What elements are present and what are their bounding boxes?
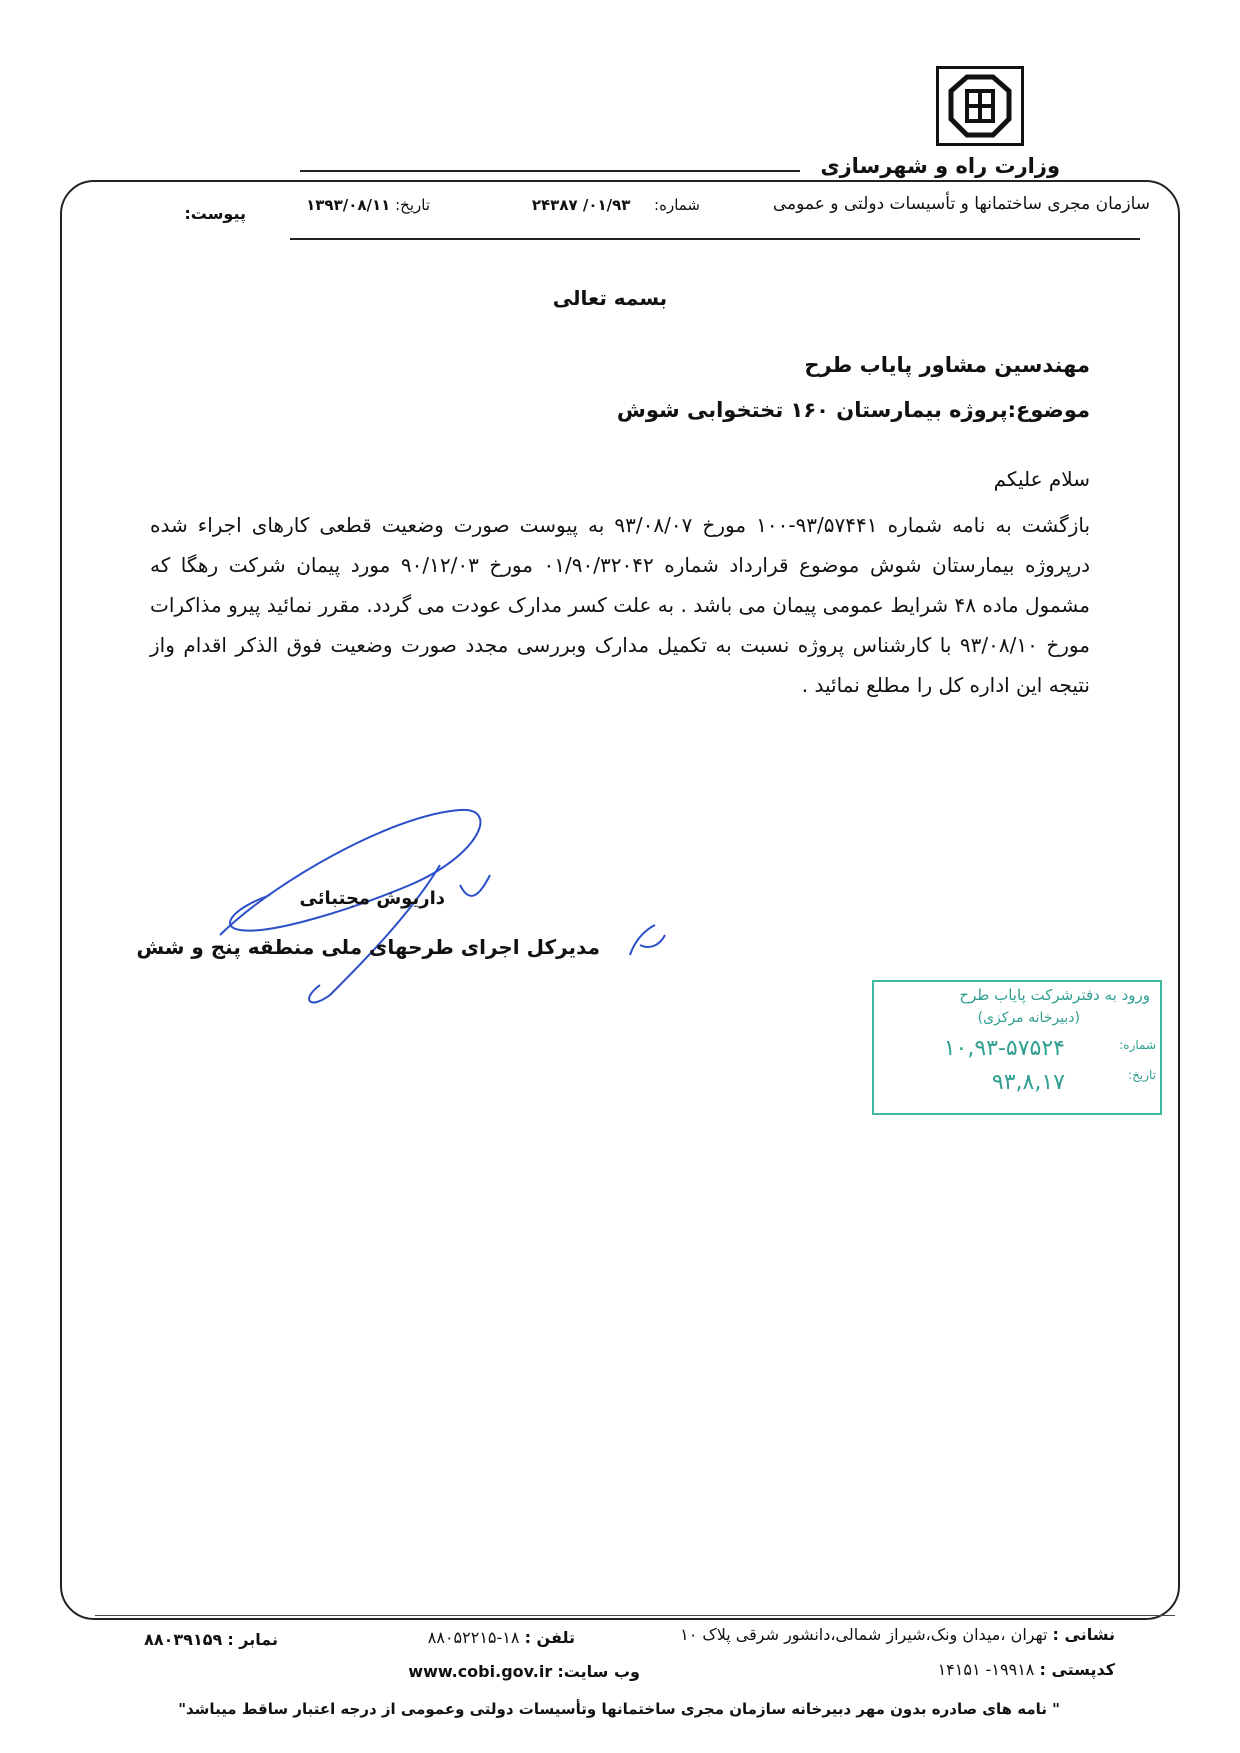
fax-label: نمابر : [227, 1630, 278, 1649]
footer-phone [428, 1628, 575, 1647]
initial-mark-icon [620, 915, 670, 965]
phone-value: ۱۸-۸۸۰۵۲۲۱۵ [427, 1628, 520, 1647]
header-divider [290, 238, 1140, 240]
received-stamp [872, 980, 1162, 1115]
number-label: شماره: [654, 196, 700, 214]
stamp-number-value: ۱۰,۹۳-۵۷۵۲۴ [943, 1036, 1065, 1061]
footer-website [408, 1662, 640, 1681]
postal-label: کدپستی : [1039, 1660, 1115, 1679]
number-value: ۰۱/۹۳/ ۲۴۳۸۷ [531, 196, 631, 214]
recipient: مهندسین مشاور پایاب طرح [804, 353, 1090, 377]
website-value: www.cobi.gov.ir [408, 1662, 553, 1681]
footer-fax [144, 1630, 278, 1649]
invocation: بسمه تعالی [552, 286, 668, 310]
attachment-label: پیوست: [184, 204, 246, 223]
stamp-date-value: ۹۳,۸,۱۷ [991, 1070, 1065, 1095]
stamp-number-label: شماره: [1119, 1038, 1156, 1052]
ministry-divider [300, 170, 800, 172]
organization-name: سازمان مجری ساختمانها و تأسیسات دولتی و عمومی [772, 194, 1150, 214]
footer-divider [95, 1615, 1175, 1616]
subject: موضوع:پروژه بیمارستان ۱۶۰ تختخوابی شوش [616, 398, 1090, 422]
date-label: تاریخ: [395, 196, 430, 214]
footer-disclaimer: " نامه های صادره بدون مهر دبیرخانه سازمان مجری ساختمانها وتأسیسات دولتی وعمومی از درجه اعتبار ساقط میباشد" [178, 1700, 1060, 1718]
footer-address [680, 1625, 1115, 1644]
website-label: وب سایت: [557, 1662, 640, 1681]
letter-date [306, 196, 430, 214]
ministry-logo [936, 66, 1024, 146]
letter-number [532, 196, 700, 214]
postal-value: ۱۹۹۱۸- ۱۴۱۵۱ [937, 1660, 1035, 1679]
phone-label: تلفن : [524, 1628, 575, 1647]
ministry-name: وزارت راه و شهرسازی [820, 154, 1060, 178]
greeting: سلام علیکم [993, 467, 1090, 491]
signatory-name: داریوش مجتبائی [299, 888, 445, 909]
address-label: نشانی : [1052, 1625, 1115, 1644]
address-value: تهران ،میدان ونک،شیراز شمالی،دانشور شرقی پلاک ۱۰ [680, 1625, 1048, 1644]
footer-postal [938, 1660, 1115, 1679]
logo-emblem-icon [939, 69, 1021, 143]
stamp-date-label: تاریخ: [1128, 1068, 1156, 1082]
fax-value: ۸۸۰۳۹۱۵۹ [144, 1630, 223, 1649]
date-value: ۱۳۹۳/۰۸/۱۱ [306, 196, 391, 214]
letter-body: بازگشت به نامه شماره ۹۳/۵۷۴۴۱-۱۰۰ مورخ ۹۳/۰۸/۰۷ به پیوست صورت وضعیت قطعی کارهای اجراء شده درپروژه بیمارستان شوش موضوع قرارداد شماره ۰۱/۹۰/۳۲۰۴۲ مورخ ۹۰/۱۲/۰۳ مورد پیمان شرکت رهگا که مشمول ماده ۴۸ شرایط عمومی پیمان می باشد . به علت کسر مدارک عودت می گردد. مقرر نمائید پیرو مذاکرات مورخ ۹۳/۰۸/۱۰ با کارشناس پروژه نسبت به تکمیل مدارک وبررسی مجدد صورت وضعیت فوق الذکر اقدام واز نتیجه این اداره کل را مطلع نمائید . [150, 513, 1091, 697]
signatory-title: مدیرکل اجرای طرحهای ملی منطقه پنج و شش [136, 935, 600, 959]
stamp-line2: (دبیرخانه مرکزی) [977, 1010, 1080, 1026]
stamp-line1: ورود به دفترشرکت پایاب طرح [959, 986, 1150, 1004]
